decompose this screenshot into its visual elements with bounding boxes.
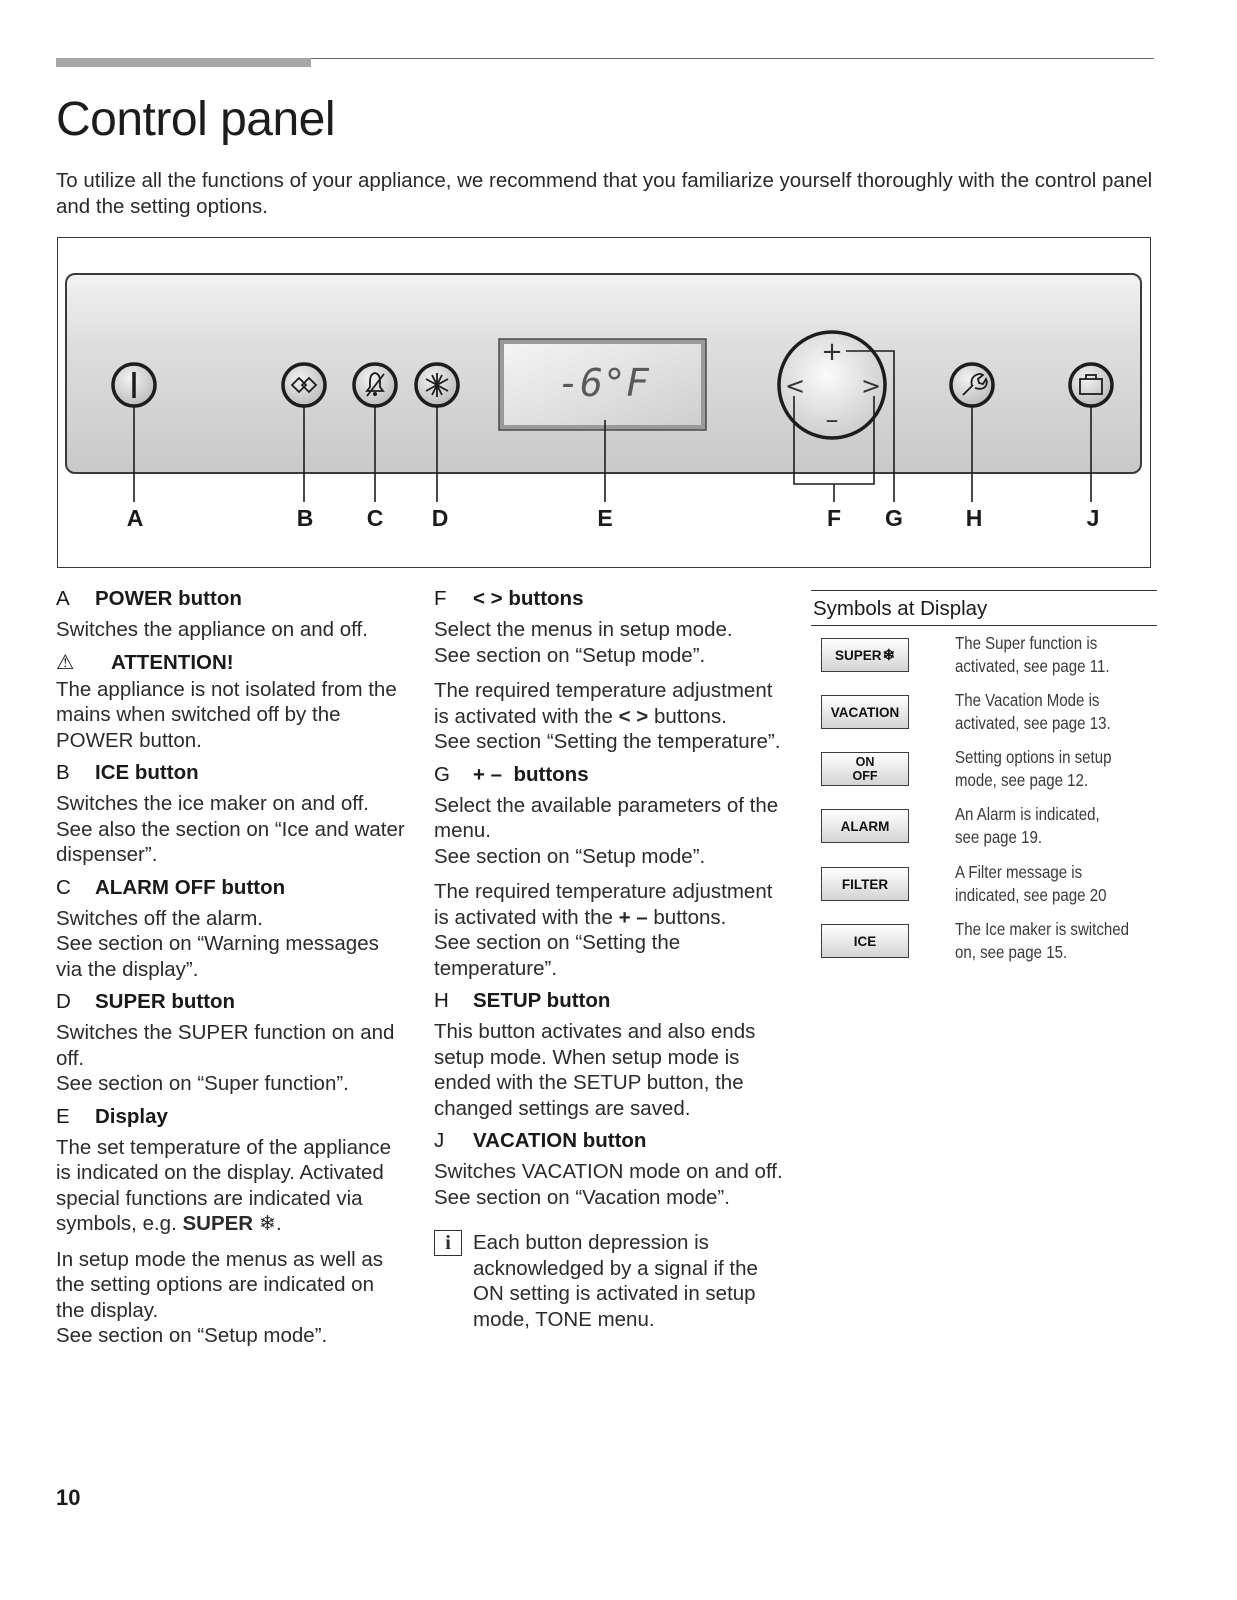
callout-b: B	[296, 505, 314, 531]
item-d-text: Switches the SUPER function on and off.	[56, 1021, 395, 1070]
info-icon: i	[434, 1230, 462, 1256]
item-e-heading	[56, 1103, 406, 1131]
item-f-text-3	[434, 678, 784, 729]
header-rule	[311, 58, 1154, 59]
item-title: Display	[95, 1104, 168, 1128]
dial-minus-label: –	[825, 405, 839, 435]
item-title: SETUP button	[473, 989, 611, 1012]
descriptions-column-2	[434, 585, 784, 1332]
item-g-text: Select the available parameters of the menu.	[434, 793, 779, 842]
item-f-text-2: See section on “Setup mode”.	[434, 643, 706, 667]
item-letter: A	[56, 587, 70, 610]
symbol-row	[811, 918, 1157, 968]
item-c-text: Switches off the alarm.	[56, 906, 263, 930]
item-letter: E	[56, 1104, 70, 1128]
item-title: SUPER button	[95, 990, 236, 1013]
item-g-text-3-part: The required temperature adjustment is activated with the	[434, 880, 773, 929]
dial-plus-label: +	[821, 337, 843, 367]
symbol-description	[955, 689, 1127, 735]
super-button-illustration	[416, 364, 458, 406]
symbol-description	[955, 632, 1127, 678]
callout-a: A	[126, 505, 144, 531]
item-letter: J	[434, 1129, 445, 1152]
item-letter: B	[56, 761, 70, 784]
dial-right-label: >	[860, 372, 882, 400]
warning-triangle-icon: ⚠	[56, 650, 75, 674]
item-e-text-3: See section on “Setup mode”.	[56, 1324, 328, 1347]
item-e-text-part: The set temperature of the appliance is indicated on the display. Activated special functions are indicated via symbols, e.g.	[56, 1135, 392, 1235]
symbol-description	[955, 918, 1127, 964]
item-h-text: This button activates and also ends setup mode. When setup mode is ended with the SETUP button, the changed settings are saved.	[434, 1020, 756, 1120]
intro-paragraph: To utilize all the functions of your appliance, we recommend that you familiarize yourself thoroughly with the control panel and the setting options.	[56, 169, 1153, 218]
arrow-buttons-label: < >	[618, 704, 649, 728]
item-a-text: Switches the appliance on and off.	[56, 618, 368, 641]
attention-label: ATTENTION!	[111, 650, 234, 674]
item-title: VACATION button	[473, 1129, 647, 1152]
power-button-illustration	[113, 364, 155, 406]
callout-e: E	[597, 505, 613, 531]
control-panel-figure	[57, 237, 1151, 568]
callout-j: J	[1086, 505, 1100, 531]
symbol-description-line: The Vacation Mode is	[955, 690, 1100, 710]
callout-g: G	[885, 505, 903, 531]
symbol-description-line: The Super function is	[955, 633, 1098, 653]
symbol-description-line: activated, see page 11.	[955, 656, 1110, 676]
display-value: -6°F	[557, 361, 649, 405]
item-d-text-2: See section on “Super function”.	[56, 1072, 349, 1095]
item-g-text-3	[434, 879, 784, 930]
alarm-off-button-illustration	[354, 364, 396, 406]
badge-label: ON	[855, 755, 875, 769]
item-title: + – buttons	[473, 762, 589, 786]
header-accent-bar	[56, 58, 311, 67]
snowflake-icon: ❄	[882, 646, 896, 664]
item-title: POWER button	[95, 587, 242, 610]
item-f-text-3-part: The required temperature adjustment is activated with the	[434, 679, 773, 728]
symbol-description-line: mode, see page 12.	[955, 770, 1089, 790]
item-g-text-4: See section on “Setting the temperature”.	[434, 931, 681, 980]
symbol-row	[811, 632, 1157, 682]
symbol-description-line: activated, see page 13.	[955, 713, 1111, 733]
info-note-text: Each button depression is acknowledged by a signal if the ON setting is activated in setup mode, TONE menu.	[473, 1231, 758, 1331]
callout-f: F	[826, 505, 842, 531]
symbol-row	[811, 689, 1157, 739]
item-letter: H	[434, 989, 449, 1012]
symbol-row	[811, 746, 1157, 796]
super-symbol-badge	[821, 638, 909, 672]
item-c-heading	[56, 874, 406, 902]
snowflake-icon: ❄	[258, 1212, 277, 1235]
item-g-heading	[434, 761, 784, 789]
item-letter: D	[56, 990, 71, 1013]
symbol-description-line: see page 19.	[955, 827, 1043, 847]
item-e-text: The set temperature of the appliance is indicated on the display. Activated special functions are indicated via symbols, e.g. SUPER ❄.	[56, 1135, 392, 1235]
descriptions-column-1	[56, 585, 406, 1355]
item-letter: F	[434, 587, 447, 610]
item-letter: G	[434, 762, 450, 786]
item-b-heading	[56, 759, 406, 787]
item-j-heading	[434, 1127, 784, 1155]
symbol-description-line: Setting options in setup	[955, 747, 1112, 767]
item-b-text: Switches the ice maker on and off. See also the section on “Ice and water dispenser”.	[56, 792, 405, 866]
control-panel-illustration	[58, 238, 1152, 569]
badge-label: SUPER	[834, 647, 882, 663]
item-f-text-4: See section “Setting the temperature”.	[434, 730, 781, 753]
info-note	[434, 1230, 784, 1332]
page-title: Control panel	[56, 93, 336, 146]
filter-symbol-badge: FILTER	[821, 867, 909, 901]
on-off-symbol-badge	[821, 752, 909, 786]
vacation-symbol-badge: VACATION	[821, 695, 909, 729]
symbol-description-line: An Alarm is indicated,	[955, 804, 1100, 824]
setup-button-illustration	[951, 364, 993, 406]
symbol-row	[811, 803, 1157, 853]
ice-button-illustration	[283, 364, 325, 406]
item-d-heading	[56, 988, 406, 1016]
dial-left-label: <	[784, 372, 806, 400]
item-h-heading	[434, 987, 784, 1015]
item-f-text: Select the menus in setup mode.	[434, 618, 733, 641]
item-title: < > buttons	[473, 587, 584, 610]
ice-symbol-badge: ICE	[821, 924, 909, 958]
super-label: SUPER	[182, 1212, 254, 1235]
callout-d: D	[431, 505, 449, 531]
symbols-table	[811, 590, 1157, 962]
item-title: ALARM OFF button	[95, 875, 286, 899]
plus-minus-buttons-label: + –	[618, 905, 648, 929]
symbol-row	[811, 861, 1157, 911]
item-f-heading	[434, 585, 784, 613]
item-title: ICE button	[95, 761, 199, 784]
symbol-description-line: A Filter message is	[955, 862, 1083, 882]
attention-heading	[56, 649, 406, 677]
symbol-description	[955, 803, 1127, 849]
symbol-description-line: indicated, see page 20	[955, 885, 1107, 905]
vacation-button-illustration	[1070, 364, 1112, 406]
navigation-dial-illustration	[779, 332, 885, 438]
callout-h: H	[965, 505, 983, 531]
item-c-text-2: See section on “Warning messages via the display”.	[56, 932, 379, 981]
symbol-description	[955, 861, 1127, 907]
item-f-text-3-end: buttons.	[653, 704, 727, 728]
item-g-text-2: See section on “Setup mode”.	[434, 844, 706, 868]
item-g-text-3-end: buttons.	[653, 905, 727, 929]
attention-text: The appliance is not isolated from the mains when switched off by the POWER button.	[56, 677, 397, 752]
item-j-text: Switches VACATION mode on and off. See section on “Vacation mode”.	[434, 1160, 783, 1209]
item-letter: C	[56, 875, 71, 899]
symbol-description-line: The Ice maker is switched	[955, 919, 1129, 939]
temperature-display-illustration	[499, 339, 706, 430]
page-number: 10	[56, 1485, 81, 1510]
symbols-table-title: Symbols at Display	[811, 590, 1157, 626]
item-e-text-2: In setup mode the menus as well as the setting options are indicated on the display.	[56, 1247, 384, 1322]
item-a-heading	[56, 585, 406, 613]
symbol-description	[955, 746, 1127, 792]
badge-label: OFF	[852, 769, 878, 783]
alarm-symbol-badge: ALARM	[821, 809, 909, 843]
symbol-description-line: on, see page 15.	[955, 942, 1068, 962]
callout-c: C	[366, 505, 384, 531]
